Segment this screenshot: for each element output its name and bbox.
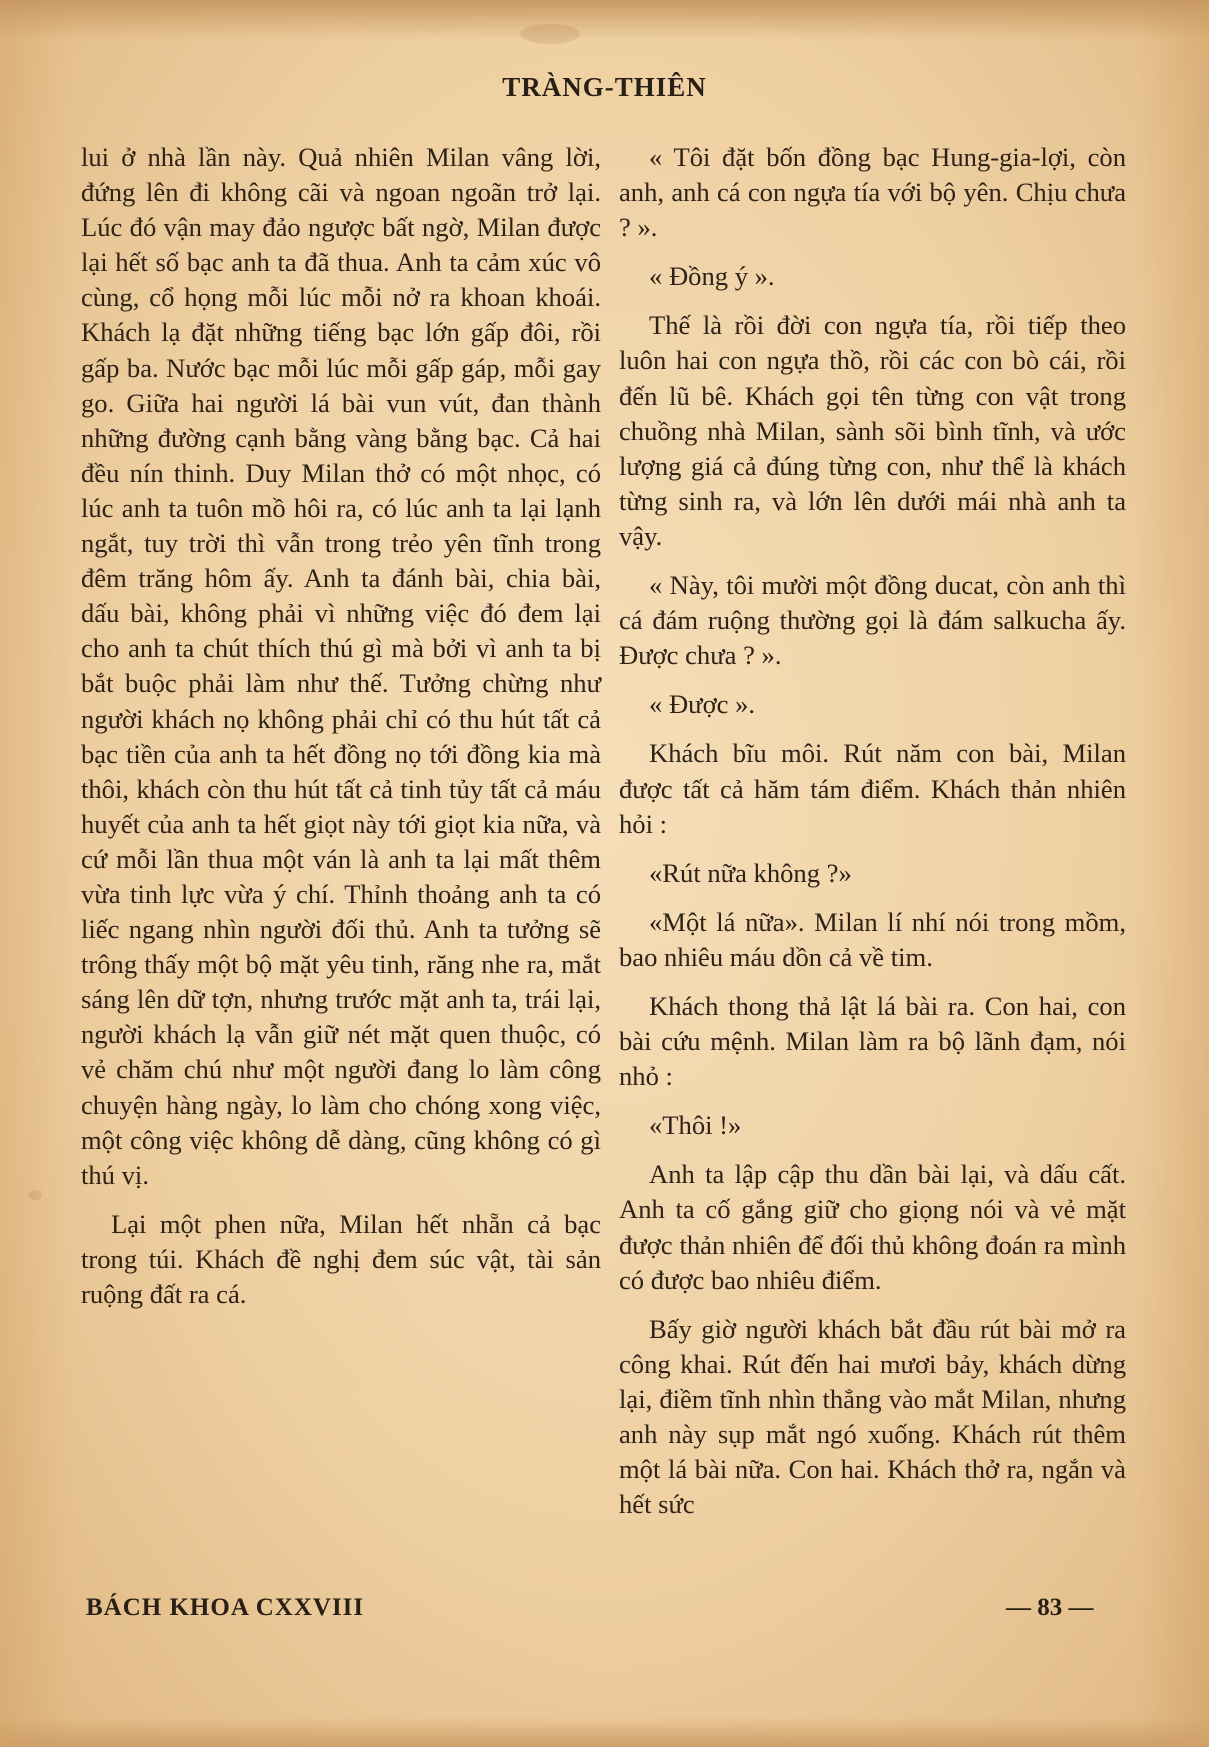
paragraph: « Này, tôi mười một đồng ducat, còn anh thì cá đám ruộng thường gọi là đám salkucha ấy. Được chưa ? ». <box>619 570 1126 671</box>
stain <box>28 1190 42 1200</box>
paragraph: « Tôi đặt bốn đồng bạc Hung-gia-lợi, còn anh, anh cá con ngựa tía với bộ yên. Chịu chưa ? ». <box>619 142 1126 243</box>
paragraph: «Rút nữa không ?» <box>649 857 852 888</box>
paragraph: lui ở nhà lần này. Quả nhiên Milan vâng lời, đứng lên đi không cãi và ngoan ngoãn trở lại. Lúc đó vận may đảo ngược bất ngờ, Milan được lại hết số bạc anh ta đã thua. Anh ta cảm xúc vô cùng, cổ họng mỗi lúc mỗi nở ra khoan khoái. Khách lạ đặt những tiếng bạc lớn gấp đôi, rồi gấp ba. Nước bạc mỗi lúc mỗi gấp gáp, mỗi gay go. Giữa hai người lá bài vun vút, đan thành những đường cạnh bằng vàng bằng bạc. Cả hai đều nín thinh. Duy Milan thở có một nhọc, có lúc anh ta tuôn mồ hôi ra, có lúc anh ta lại lạnh ngắt, tuy trời thì vẫn trong trẻo yên tĩnh trong đêm trăng hôm ấy. Anh ta đánh bài, chia bài, dấu bài, không phải vì những việc đó đem lại cho anh ta chút thích thú gì mà bởi vì anh ta bị bắt buộc phải làm như thế. Tưởng chừng như người khách nọ không phải chỉ có thu hút tất cả bạc tiền của anh ta hết đồng nọ tới đồng kia mà thôi, khách còn thu hút tất cả tinh tủy tất cả máu huyết của anh ta hết giọt này tới giọt kia nữa, và cứ mỗi lần thua một ván là anh ta lại mất thêm vừa tinh lực vừa ý chí. Thỉnh thoảng anh ta có liếc ngang nhìn người đối thủ. Anh ta tưởng sẽ trông thấy một bộ mặt yêu tinh, răng nhe ra, mắt sáng lên dữ tợn, nhưng trước mặt anh ta, trái lại, người khách lạ vẫn giữ nét mặt quen thuộc, có vẻ chăm chú như một người đang lo làm công chuyện hàng ngày, lo làm cho chóng xong việc, một công việc không dễ dàng, cũng không có gì thú vị. <box>81 142 601 1190</box>
left-column <box>81 140 601 1312</box>
page-number: — 83 — <box>1006 1594 1094 1621</box>
footer-magazine-title: BÁCH KHOA CXXVIII <box>86 1594 365 1621</box>
paragraph: Lại một phen nữa, Milan hết nhẵn cả bạc trong túi. Khách đề nghị đem súc vật, tài sản ruộng đất ra cá. <box>81 1208 601 1309</box>
paragraph: «Một lá nữa». Milan lí nhí nói trong mồm, bao nhiêu máu dồn cả về tim. <box>619 906 1126 972</box>
paragraph: Thế là rồi đời con ngựa tía, rồi tiếp theo luôn hai con ngựa thồ, rồi các con bò cái, rồi đến lũ bê. Khách gọi tên từng con vật trong chuồng nhà Milan, sành sõi bình tĩnh, và ước lượng giá cả đúng từng con, như thể là khách từng sinh ra, và lớn lên dưới mái nhà anh ta vậy. <box>619 310 1126 551</box>
paragraph: «Thôi !» <box>649 1110 742 1141</box>
paragraph: Bấy giờ người khách bắt đầu rút bài mở ra công khai. Rút đến hai mươi bảy, khách dừng lại, điềm tĩnh nhìn thẳng vào mắt Milan, nhưng anh này sụp mắt ngó xuống. Khách rút thêm một lá bài nữa. Con hai. Khách thở ra, ngắn và hết sức <box>619 1313 1126 1520</box>
right-column <box>619 140 1126 1522</box>
paragraph: « Đồng ý ». <box>649 261 775 292</box>
running-header: TRÀNG-THIÊN <box>502 72 707 102</box>
paragraph: « Được ». <box>649 689 756 720</box>
stain <box>520 24 580 44</box>
paragraph: Khách thong thả lật lá bài ra. Con hai, con bài cứu mệnh. Milan làm ra bộ lãnh đạm, nói nhỏ : <box>619 990 1126 1092</box>
paragraph: Anh ta lập cập thu dần bài lại, và dấu cất. Anh ta cố gắng giữ cho giọng nói và vẻ mặt được thản nhiên để đối thủ không đoán ra mình có được bao nhiêu điểm. <box>619 1159 1126 1295</box>
paragraph: Khách bĩu môi. Rút năm con bài, Milan được tất cả hăm tám điểm. Khách thản nhiên hỏi : <box>619 738 1126 839</box>
